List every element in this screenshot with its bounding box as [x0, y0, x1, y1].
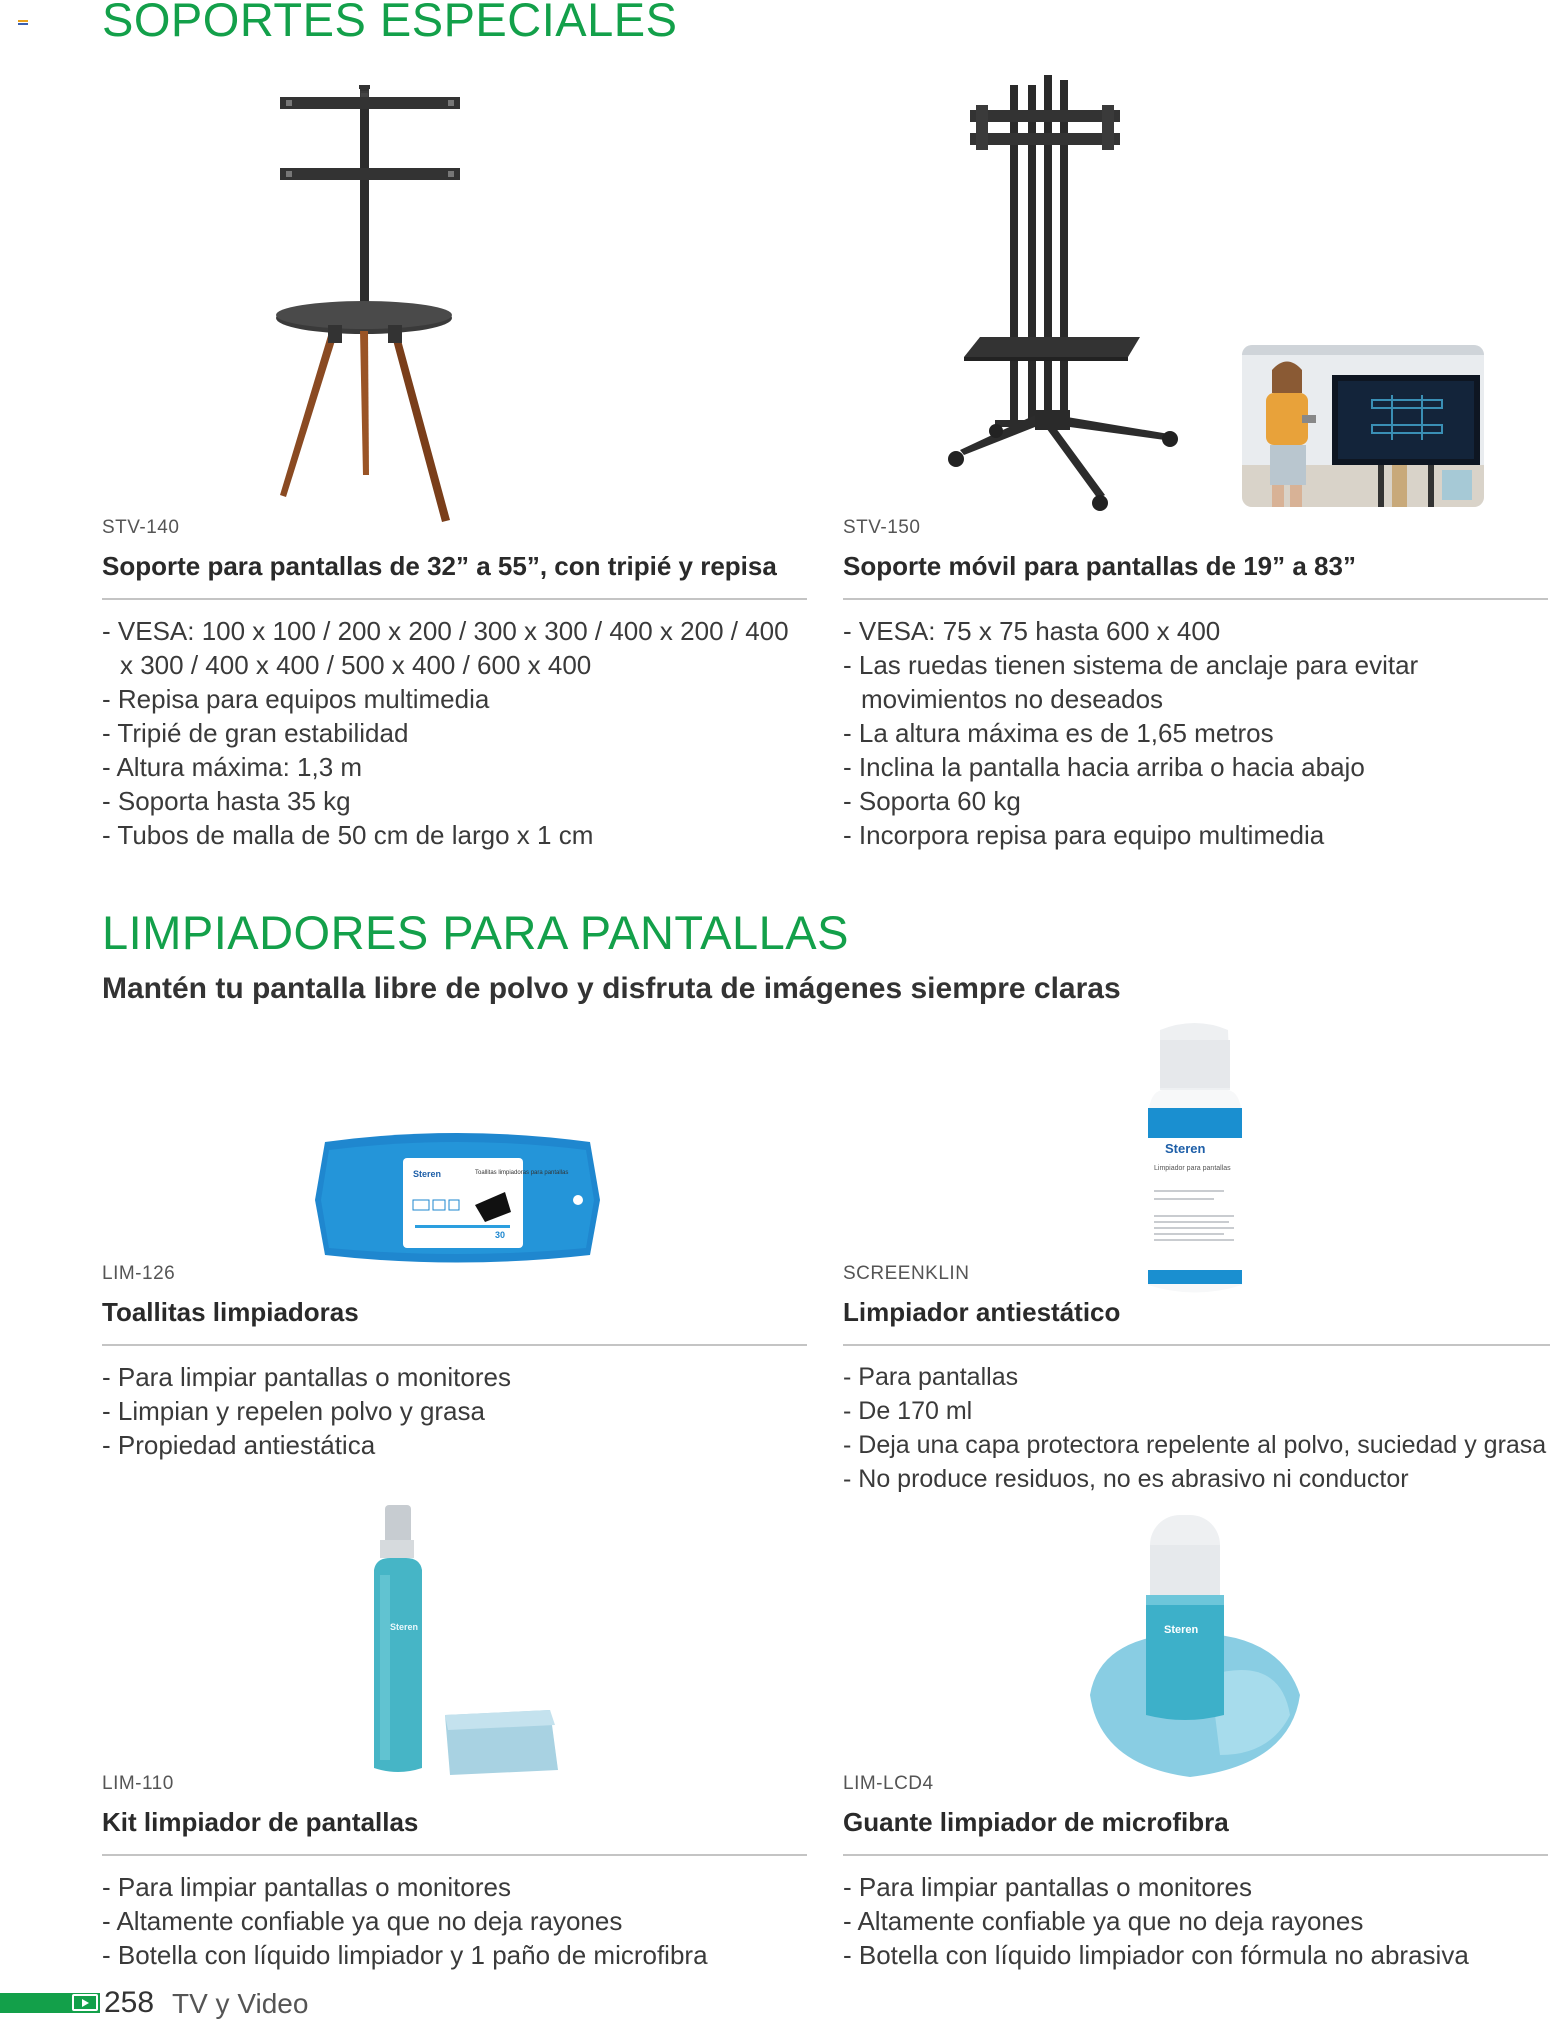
- microfiber-glove-bottle-image: [1080, 1515, 1310, 1785]
- feature-item: - Las ruedas tienen sistema de anclaje para evitar movimientos no deseados: [843, 650, 1419, 714]
- feature-item: - Botella con líquido limpiador y 1 paño de microfibra: [102, 1940, 708, 1970]
- feature-item: - Deja una capa protectora repelente al polvo, suciedad y grasa: [843, 1431, 1547, 1459]
- divider: [102, 1344, 807, 1346]
- product-title: Limpiador antiestático: [843, 1297, 1121, 1327]
- bottle-brand-label: Steren: [1165, 1141, 1206, 1156]
- wipes-pack-label: Toallitas limpiadoras para pantallas: [475, 1170, 569, 1176]
- product-card-lim-110: [102, 1773, 807, 1972]
- product-sku: LIM-LCD4: [843, 1773, 934, 1794]
- feature-list: [102, 614, 807, 852]
- product-card-lim-lcd4: [843, 1773, 1548, 1972]
- tripod-tv-stand-image: [270, 85, 470, 525]
- feature-item: - Para limpiar pantallas o monitores: [102, 1362, 511, 1392]
- section-title-supports: SOPORTES ESPECIALES: [102, 0, 678, 46]
- feature-item: - Altamente confiable ya que no deja rayones: [843, 1906, 1364, 1936]
- product-sku: STV-150: [843, 517, 921, 538]
- divider: [102, 598, 807, 600]
- feature-item: - Botella con líquido limpiador con fórmula no abrasiva: [843, 1940, 1469, 1970]
- feature-item: - Soporta 60 kg: [843, 786, 1021, 816]
- feature-item: - VESA: 75 x 75 hasta 600 x 400: [843, 616, 1221, 646]
- feature-list: [102, 1360, 807, 1462]
- product-card-stv-140: [102, 517, 807, 852]
- bottle-product-label: Limpiador para pantallas: [1154, 1165, 1231, 1172]
- feature-item: - Inclina la pantalla hacia arriba o hacia abajo: [843, 752, 1365, 782]
- product-card-screenklin: [843, 1263, 1550, 1496]
- cleaning-wipes-pack-image: [315, 1130, 600, 1265]
- product-sku: STV-140: [102, 517, 180, 538]
- mobile-tv-cart-image: [940, 75, 1180, 515]
- product-title: Kit limpiador de pantallas: [102, 1807, 419, 1837]
- lifestyle-photo-image: [1242, 345, 1484, 507]
- divider: [843, 1344, 1550, 1346]
- divider: [843, 1854, 1548, 1856]
- kit-brand-label: Steren: [390, 1622, 419, 1632]
- feature-item: - De 170 ml: [843, 1397, 973, 1425]
- section-title-cleaners: LIMPIADORES PARA PANTALLAS: [102, 906, 849, 959]
- divider: [102, 1854, 807, 1856]
- antistatic-cleaner-bottle-image: [1140, 1020, 1250, 1295]
- feature-item: - Limpian y repelen polvo y grasa: [102, 1396, 485, 1426]
- product-sku: LIM-126: [102, 1263, 176, 1284]
- feature-item: - VESA: 100 x 100 / 200 x 200 / 300 x 300 / 400 x 200 / 400 x 300 / 400 x 400 / 500 x 400 / 600 x 400: [102, 616, 789, 680]
- product-card-stv-150: [843, 517, 1548, 852]
- divider: [843, 598, 1548, 600]
- feature-item: - Soporta hasta 35 kg: [102, 786, 351, 816]
- glove-kit-brand-label: Steren: [1164, 1624, 1199, 1636]
- feature-list: [843, 1360, 1550, 1496]
- feature-item: - Altura máxima: 1,3 m: [102, 752, 363, 782]
- product-title: Toallitas limpiadoras: [102, 1297, 359, 1327]
- page-number: 258: [104, 1986, 155, 2019]
- feature-item: - No produce residuos, no es abrasivo ni conductor: [843, 1465, 1409, 1493]
- feature-list: [843, 614, 1548, 852]
- product-card-lim-126: [102, 1263, 807, 1462]
- feature-list: [102, 1870, 807, 1972]
- product-title: Soporte móvil para pantallas de 19” a 83”: [843, 551, 1356, 581]
- feature-item: - Para limpiar pantallas o monitores: [843, 1872, 1252, 1902]
- spray-bottle-kit-image: [350, 1500, 560, 1780]
- feature-item: - Incorpora repisa para equipo multimedia: [843, 820, 1325, 850]
- wipes-brand-label: Steren: [413, 1169, 442, 1179]
- product-title: Guante limpiador de microfibra: [843, 1807, 1229, 1837]
- feature-item: - Propiedad antiestática: [102, 1430, 376, 1460]
- feature-item: - Para pantallas: [843, 1363, 1019, 1391]
- corner-mark: [18, 20, 28, 26]
- feature-item: - Tripié de gran estabilidad: [102, 718, 409, 748]
- wipes-count-label: 30: [495, 1230, 506, 1240]
- product-sku: LIM-110: [102, 1773, 174, 1794]
- product-sku: SCREENKLIN: [843, 1263, 970, 1284]
- product-title: Soporte para pantallas de 32” a 55”, con tripié y repisa: [102, 551, 777, 581]
- section-subtitle-cleaners: Mantén tu pantalla libre de polvo y disfruta de imágenes siempre claras: [102, 972, 1121, 1005]
- feature-item: - Repisa para equipos multimedia: [102, 684, 490, 714]
- tv-play-icon: [72, 1994, 98, 2011]
- page-section-name: TV y Video: [172, 1988, 309, 2019]
- feature-item: - La altura máxima es de 1,65 metros: [843, 718, 1274, 748]
- feature-list: [843, 1870, 1548, 1972]
- feature-item: - Para limpiar pantallas o monitores: [102, 1872, 511, 1902]
- feature-item: - Tubos de malla de 50 cm de largo x 1 cm: [102, 820, 594, 850]
- feature-item: - Altamente confiable ya que no deja rayones: [102, 1906, 623, 1936]
